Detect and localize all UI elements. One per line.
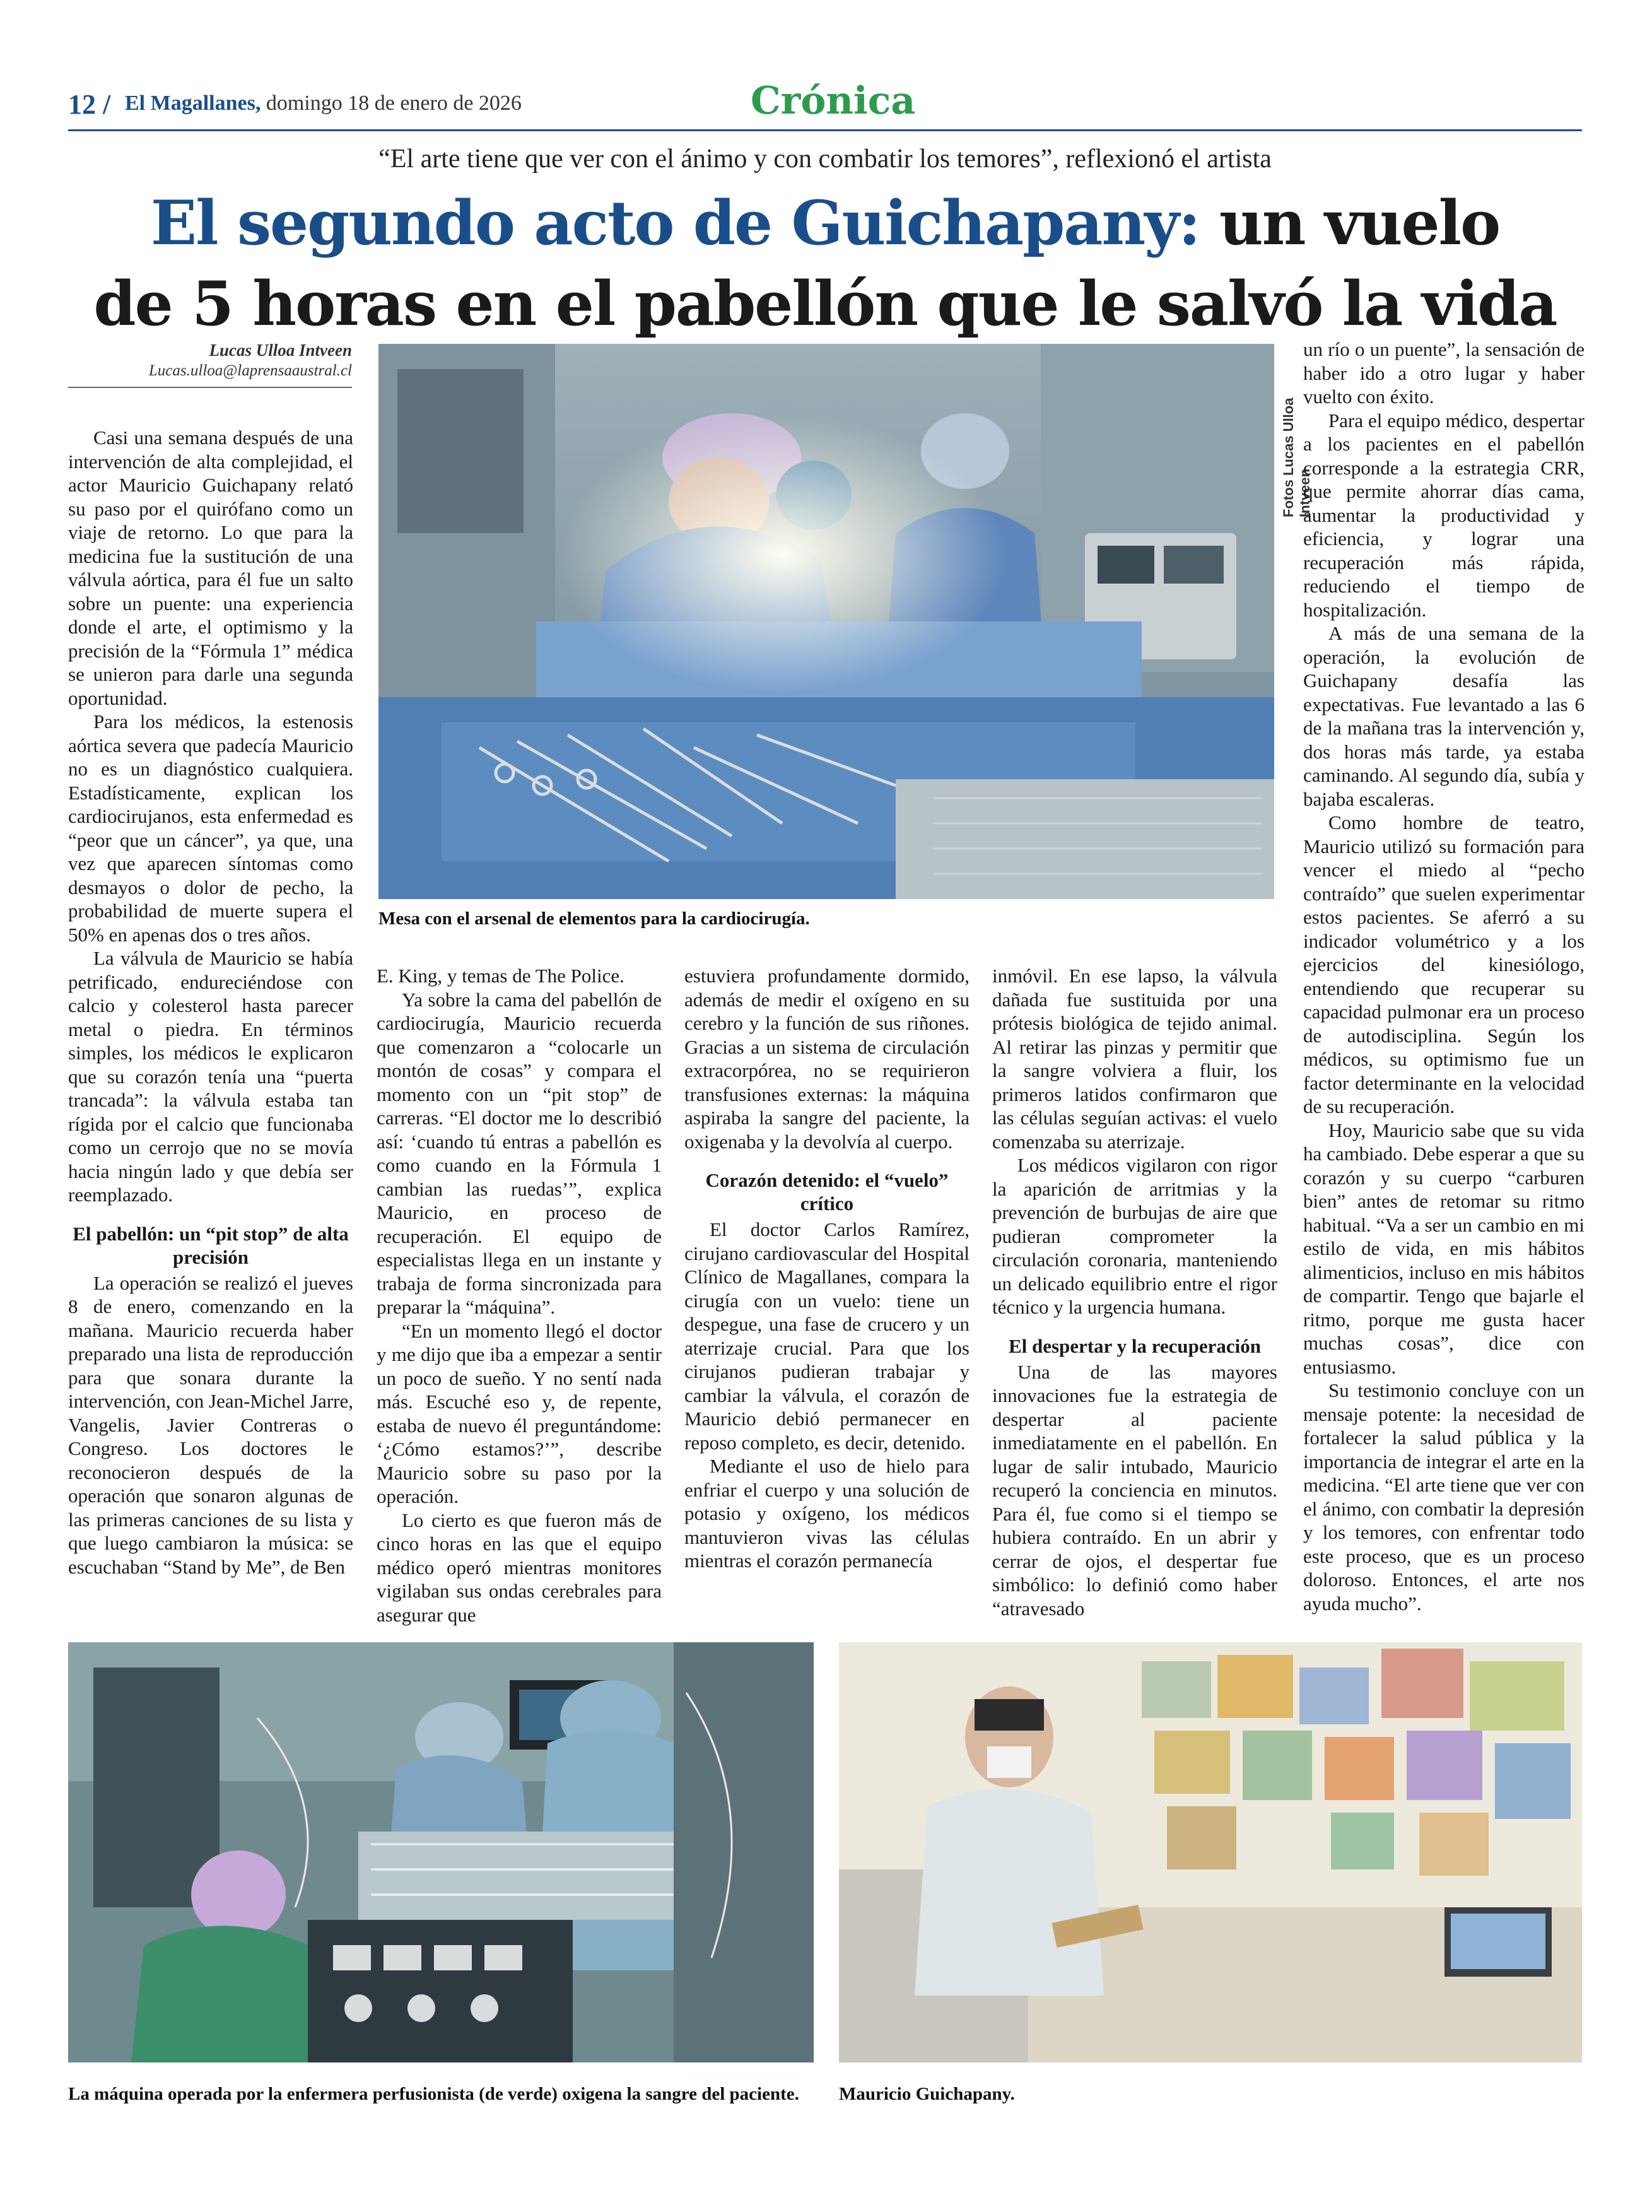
col3-paragraph: El doctor Carlos Ramírez, cirujano cardiovascular del Hospital Clínico de Magallanes, compara la cirugía con un vuelo: tiene un despegue, una fase de crucero y un aterrizaje crucial. Para que los cirujanos pudieran trabajar y cambiar la válvula, el corazón de Mauricio debió permanecer en reposo completo, es decir, detenido. [684,1218,970,1454]
col4-paragraph: Una de las mayores innovaciones fue la estrategia de despertar al paciente inmediatamente en el pabellón. En lugar de salir intubado, Mauricio recuperó la conciencia en minutos. Para él, fue como si el tiempo se hubiera contraído. En un abrir y cerrar de ojos, el despertar fue simbólico: lo definió como haber “atravesado [992,1360,1277,1620]
paper-name: El Magallanes, [125,91,261,115]
caption-portrait: Mauricio Guichapany. [839,2084,1015,2104]
headline-part2: un vuelo [1199,187,1500,259]
photo-credit: Fotos Lucas Ulloa Intveen [1280,397,1313,517]
photo-mauricio-guichapany [839,1642,1582,2062]
col5-paragraph: un río o un puente”, la sensación de haber ido a otro lugar y haber vuelto con éxito. [1303,338,1585,408]
col1-paragraph: Casi una semana después de una intervención de alta complejidad, el actor Mauricio Guichapany relató su paso por el quirófano como un viaje de retorno. Lo que para la medicina fue la sustitución de una válvula aórtica, para él fue un salto sobre un puente: una experiencia donde el arte, el optimismo y la precisión de la “Fórmula 1” médica se unieron para darle una segunda oportunidad. [68,427,353,709]
col2-paragraph: “En un momento llegó el doctor y me dijo que iba a empezar a sentir un poco de sueño. Y no sentí nada más. Escuché eso y, de repente, estaba de nuevo él preguntándome: ‘¿Cómo estamos?’”, describe Mauricio sobre su paso por la operación. [377,1319,662,1507]
col5-paragraph: Su testimonio concluye con un mensaje potente: la necesidad de fortalecer la salud pública y la importancia de integrar el arte en la medicina. “El arte tiene que ver con el ánimo, con combatir la depresión y los temores, con enfrentar todo este proceso, que es un proceso doloroso. Entonces, el arte nos ayuda mucho”. [1303,1379,1585,1615]
article-column-2 [377,964,662,1627]
issue-date: domingo 18 de enero de 2026 [266,91,522,115]
headline [68,183,1582,344]
col4-paragraph: inmóvil. En ese lapso, la válvula dañada fue sustituida por una prótesis biológica de tejido animal. Al retirar las pinzas y permitir que la sangre volviera a fluir, los primeros latidos confirmaron que las células seguían activas: el vuelo comenzaba su aterrizaje. [992,965,1277,1153]
col1-paragraph: La válvula de Mauricio se había petrificado, endureciéndose con calcio y colesterol hasta parecer metal o piedra. En términos simples, los médicos le explicaron que su corazón tenía una “puerta trancada”: la válvula estaba tan rígida por el calcio que funcionaba como un cerrojo que no se movía hacia ningún lado y que debía ser reemplazado. [68,947,353,1206]
header-rule [68,129,1582,131]
col5-paragraph: A más de una semana de la operación, la evolución de Guichapany desafía las expectativas. Fue levantado a las 6 de la mañana tras la intervención y, dos horas más tarde, ya estaba caminando. Al segundo día, subía y bajaba escaleras. [1303,622,1585,810]
col4-paragraph: Los médicos vigilaron con rigor la aparición de arritmias y la prevención de burbujas de aire que pudieran comprometer la circulación coronaria, manteniendo un delicado equilibrio entre el rigor técnico y la urgencia humana. [992,1154,1277,1318]
col3-paragraph: estuviera profundamente dormido, además de medir el oxígeno en su cerebro y la función de sus riñones. Gracias a un sistema de circulación extracorpórea, no se requirieron transfusiones externas: la máquina aspiraba la sangre del paciente, la oxigenaba y la devolvía al cuerpo. [684,965,970,1153]
col1-paragraph: Para los médicos, la estenosis aórtica severa que padecía Mauricio no es un diagnóstico cualquiera. Estadísticamente, explican los cardiocirujanos, esta enfermedad es “peor que un cáncer”, ya que, una vez que aparecen síntomas como desmayos o dolor de pecho, la probabilidad de muerte supera el 50% en apenas dos o tres años. [68,710,353,946]
section-title: Crónica [751,79,916,123]
col2-paragraph: Ya sobre la cama del pabellón de cardiocirugía, Mauricio recuerda que comenzaron a “colocarle un montón de cosas” y compara el momento con un “pit stop” de carreras. “El doctor me lo describió así: ‘cuando tú entras a pabellón es como cuando en la Fórmula 1 cambian las ruedas’”, explica Mauricio, en proceso de recuperación. El equipo de especialistas llega en un instante y trabaja de forma sincronizada para preparar la “máquina”. [377,988,662,1318]
col5-paragraph: Hoy, Mauricio sabe que su vida ha cambiado. Debe esperar a que su corazón y su cuerpo “carburen bien” antes de retomar su ritmo habitual. “Va a ser un cambio en mi estilo de vida, en mis hábitos alimenticios, incluso en mis hábitos de compartir. Tengo que bajarle el ritmo, porque me gusta hacer muchas cosas”, dice con entusiasmo. [1303,1119,1585,1378]
portrait-photo-illustration [839,1642,1582,2062]
photo-perfusion-machine [68,1642,814,2062]
col5-paragraph: Para el equipo médico, despertar a los pacientes en el pabellón corresponde a la estrategia CRR, que permite ahorrar días cama, aumentar la productividad y eficiencia, y lograr una recuperación más rápida, reduciendo el tiempo de hospitalización. [1303,409,1585,621]
byline-rule [68,387,352,388]
byline-email: Lucas.ulloa@laprensaaustral.cl [148,362,352,379]
col3-paragraph: Mediante el uso de hielo para enfriar el cuerpo y una solución de potasio y oxígeno, los médicos mantuvieron vivas las células mientras el corazón permanecía [684,1455,970,1572]
article-column-4 [992,964,1277,1620]
subhead-despertar: El despertar y la recuperación [1008,1334,1262,1357]
surgery-photo-illustration [378,344,1274,899]
subhead-corazon-detenido: Corazón detenido: el “vuelo” crítico [705,1169,949,1215]
col5-paragraph: Como hombre de teatro, Mauricio utilizó su formación para vencer el miedo al “pecho contraído” que suelen experimentar estos pacientes. Se aferró a su indicador volumétrico y a los ejercicios del kinesiólogo, entendiendo que recuperar su capacidad pulmonar era un proceso de autodisciplina. Según los médicos, su optimismo fue un factor determinante en la velocidad de su recuperación. [1303,811,1585,1117]
paper-dateline [125,91,522,115]
perfusion-photo-illustration [68,1642,814,2062]
byline-author: Lucas Ulloa Intveen [209,341,352,360]
page-number: 12 / [68,89,111,120]
headline-part1: El segundo acto de Guichapany: [150,187,1200,259]
article-column-5 [1303,338,1585,1615]
kicker: “El arte tiene que ver con el ánimo y con combatir los temores”, reflexionó el artista [378,144,1272,174]
col1-paragraph: La operación se realizó el jueves 8 de enero, comenzando en la mañana. Mauricio recuerda haber preparado una lista de reproducción para que sonara durante la intervención, con Jean-Michel Jarre, Vangelis, Javier Contreras o Congreso. Los doctores le reconocieron después de la operación que sonaron algunas de las primeras canciones de su lista y que luego cambiaron la música: se escuchaban “Stand by Me”, de Ben [68,1271,353,1578]
caption-top-photo: Mesa con el arsenal de elementos para la cardiocirugía. [378,909,810,929]
col2-paragraph: E. King, y temas de The Police. [377,965,624,987]
caption-perfusion: La máquina operada por la enfermera perfusionista (de verde) oxigena la sangre del paciente. [68,2084,799,2104]
article-column-1 [68,426,353,1579]
photo-surgery-table [378,344,1274,899]
subhead-pit-stop: El pabellón: un “pit stop” de alta precisión [73,1222,349,1268]
col2-paragraph: Lo cierto es que fueron más de cinco horas en las que el equipo médico operó mientras monitores vigilaban sus ondas cerebrales para asegurar que [377,1509,662,1626]
article-column-3 [684,964,970,1573]
headline-line2: de 5 horas en el pabellón que le salvó la vida [93,268,1557,339]
